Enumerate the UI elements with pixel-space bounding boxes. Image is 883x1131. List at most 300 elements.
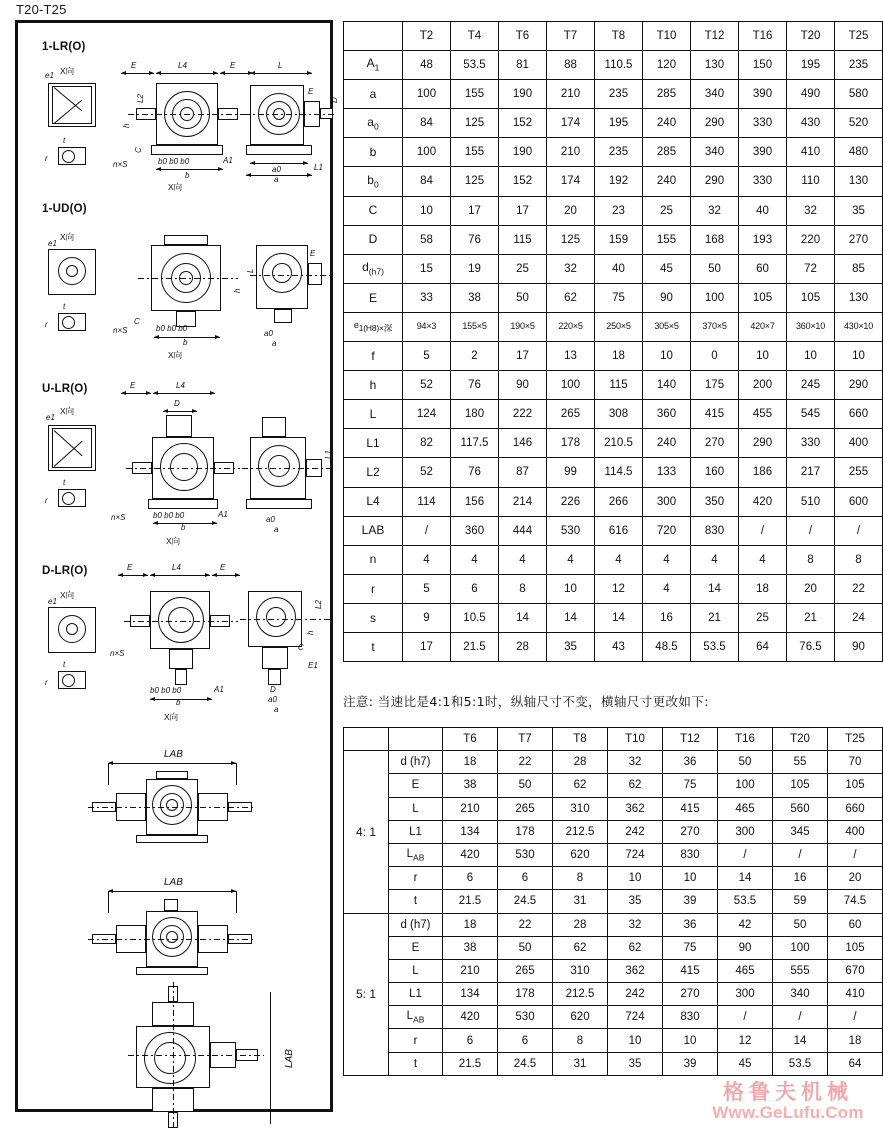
- cell: 340: [691, 138, 739, 167]
- ext-LAB-1-left: [108, 763, 109, 785]
- ratio-cell: 35: [608, 1052, 663, 1075]
- dim-r-3: r: [45, 496, 48, 505]
- ratio-cell: 62: [608, 774, 663, 797]
- ratio-cell: 6: [443, 1029, 498, 1052]
- row-label-l: L: [344, 400, 403, 429]
- dim-label-E-side-2: E: [310, 249, 316, 258]
- cell: 285: [643, 80, 691, 109]
- ratio-cell: 36: [663, 751, 718, 774]
- cell: 50: [499, 283, 547, 312]
- ratio-row-label: r: [389, 1029, 443, 1052]
- drawing-panel: [15, 20, 339, 1112]
- cell: 13: [547, 342, 595, 371]
- cell: 114.5: [595, 458, 643, 487]
- table-row: [344, 545, 883, 574]
- cell: 21.5: [451, 632, 499, 661]
- row-label-e: E: [344, 283, 403, 312]
- ratio-table-row: [344, 867, 883, 890]
- table-row: [344, 487, 883, 516]
- ratio-cell: 38: [443, 936, 498, 959]
- cell: 10.5: [451, 603, 499, 632]
- ratio-cell: 830: [663, 1006, 718, 1029]
- cell: 390: [739, 80, 787, 109]
- cell: 120: [643, 51, 691, 80]
- ratio-cell: 6: [498, 1029, 553, 1052]
- cell: /: [739, 516, 787, 545]
- row-label-t: t: [344, 632, 403, 661]
- cell: 82: [403, 429, 451, 458]
- ratio-row-label: r: [389, 867, 443, 890]
- cell: 150: [739, 51, 787, 80]
- ratio-table-row: [344, 751, 883, 774]
- ratio-table-row: [344, 890, 883, 913]
- cell: 94×3: [403, 312, 451, 341]
- dim-label-a-4: a: [274, 705, 279, 714]
- cell: 53.5: [691, 632, 739, 661]
- ratio-cell: 10: [663, 1029, 718, 1052]
- view-marker-label-2: X向: [60, 232, 75, 242]
- cell: 32: [787, 196, 835, 225]
- ratio-cell: 100: [718, 774, 773, 797]
- cell: 235: [595, 138, 643, 167]
- dim-t: t: [63, 136, 66, 145]
- ratio-cell: 8: [553, 1029, 608, 1052]
- cell: 20: [787, 574, 835, 603]
- table-row: [344, 109, 883, 138]
- ratio-row-label: L: [389, 959, 443, 982]
- flange-mid-4: [168, 607, 194, 633]
- dim-label-h-4: h: [306, 630, 315, 635]
- cell: 35: [547, 632, 595, 661]
- cell: 420×7: [739, 312, 787, 341]
- ratio-cell: 362: [608, 959, 663, 982]
- dim-D-3: [163, 411, 197, 412]
- ratio-cell: 12: [718, 1029, 773, 1052]
- cell: 17: [451, 196, 499, 225]
- cell: 159: [595, 225, 643, 254]
- ratio-cell: 53.5: [773, 1052, 828, 1075]
- cell: 255: [835, 458, 883, 487]
- header-cell-t16: T16: [739, 22, 787, 51]
- dim-label-L1-3: L1: [324, 450, 333, 459]
- cell: 72: [787, 254, 835, 283]
- cell: 43: [595, 632, 643, 661]
- drawing-label-u-lr: U-LR(O): [42, 383, 88, 395]
- cell: 360: [451, 516, 499, 545]
- dim-label-E2-4: E: [220, 563, 226, 572]
- centerline-horizontal-4: [124, 621, 238, 622]
- dim-LAB-1: [108, 763, 236, 764]
- ratio-cell: 45: [718, 1052, 773, 1075]
- dim-L4-3: [153, 393, 215, 394]
- ratio-row-label: E: [389, 774, 443, 797]
- ratio-header-corner-2: [389, 728, 443, 751]
- cell: 190: [499, 80, 547, 109]
- cell: 270: [835, 225, 883, 254]
- cell: 14: [691, 574, 739, 603]
- ratio-cell: 36: [663, 913, 718, 936]
- main-spec-table: [343, 21, 883, 662]
- ratio-cell: 24.5: [498, 890, 553, 913]
- cell: 19: [451, 254, 499, 283]
- ratio-cell: 134: [443, 983, 498, 1006]
- dim-e1-3: e1: [46, 413, 55, 422]
- table-row: [344, 400, 883, 429]
- cell: 64: [739, 632, 787, 661]
- cell: 235: [595, 80, 643, 109]
- cell: 545: [787, 400, 835, 429]
- cell: 21: [787, 603, 835, 632]
- cell: 133: [643, 458, 691, 487]
- cell: 195: [787, 51, 835, 80]
- ratio-header-t12: T12: [663, 728, 718, 751]
- table-row: [344, 516, 883, 545]
- dim-label-b-2: b: [183, 338, 188, 347]
- table-row: [344, 51, 883, 80]
- cell: 250×5: [595, 312, 643, 341]
- dim-label-E2: E: [230, 61, 236, 70]
- cell: 175: [691, 371, 739, 400]
- view-marker-bottom-4: X向: [164, 712, 179, 722]
- dim-r: r: [45, 154, 48, 163]
- cell: 430×10: [835, 312, 883, 341]
- ratio-cell: 14: [718, 867, 773, 890]
- ext-LAB-1-right: [236, 763, 237, 785]
- ratio-cell: 134: [443, 820, 498, 843]
- ratio-table-row: [344, 1029, 883, 1052]
- cell: 22: [835, 574, 883, 603]
- ratio-cell: 42: [718, 913, 773, 936]
- row-label-d: D: [344, 225, 403, 254]
- row-label-a1: $A_1$: [344, 51, 403, 80]
- cell: 14: [547, 603, 595, 632]
- ratio-cell: 6: [443, 867, 498, 890]
- row-label-r: r: [344, 574, 403, 603]
- ratio-cell: 24.5: [498, 1052, 553, 1075]
- ratio-cell: 62: [553, 936, 608, 959]
- ratio-cell: 6: [498, 867, 553, 890]
- cell: 76: [451, 371, 499, 400]
- cell: 155: [451, 80, 499, 109]
- lab1-top-cover: [156, 771, 188, 779]
- cell: 4: [691, 545, 739, 574]
- ratio-cell: /: [718, 1006, 773, 1029]
- keyway-shaft-3: [62, 492, 75, 505]
- ratio-row-label: $L_{AB}$: [389, 843, 443, 866]
- ratio-row-label: $L_{AB}$: [389, 1006, 443, 1029]
- top-cover-2: [164, 235, 208, 245]
- cell: 18: [595, 342, 643, 371]
- header-cell-corner: [344, 22, 403, 51]
- ratio-cell: 465: [718, 959, 773, 982]
- dim-label-a: a: [274, 175, 279, 184]
- ratio-cell: 270: [663, 983, 718, 1006]
- cell: 174: [547, 109, 595, 138]
- cell: 52: [403, 458, 451, 487]
- ratio-row-label: t: [389, 1052, 443, 1075]
- cell: 4: [547, 545, 595, 574]
- cell: 10: [787, 342, 835, 371]
- table-header-row: [344, 22, 883, 51]
- ratio-row-label: L1: [389, 983, 443, 1006]
- dim-label-b-4: b: [176, 698, 181, 707]
- dim-label-h-2: h: [233, 288, 242, 293]
- dim-label-nxs: n×S: [113, 160, 128, 169]
- lab1-base: [136, 835, 208, 843]
- dim-label-a0-3: a0: [266, 515, 275, 524]
- ratio-cell: 10: [608, 1029, 663, 1052]
- ratio-header-t8: T8: [553, 728, 608, 751]
- dim-label-a-3: a: [274, 525, 279, 534]
- cell: 17: [499, 196, 547, 225]
- header-cell-t4: T4: [451, 22, 499, 51]
- cell: 17: [403, 632, 451, 661]
- cell: 830: [691, 516, 739, 545]
- dim-label-E-3: E: [130, 381, 136, 390]
- ratio-cell: /: [828, 1006, 883, 1029]
- ratio-cell: /: [773, 843, 828, 866]
- ratio-cell: 74.5: [828, 890, 883, 913]
- drawing-label-1-lr: 1-LR(O): [42, 41, 86, 53]
- ratio-row-label: E: [389, 936, 443, 959]
- dim-label-A1: A1: [223, 156, 233, 165]
- ratio-cell: 18: [443, 751, 498, 774]
- row-label-c: C: [344, 196, 403, 225]
- cell: 87: [499, 458, 547, 487]
- bottom-output-shaft-side-4: [268, 669, 281, 685]
- cell: 200: [739, 371, 787, 400]
- ratio-cell: 212.5: [553, 820, 608, 843]
- dim-label-h: h: [122, 123, 131, 128]
- dim-a: [246, 175, 312, 176]
- cell: 110.5: [595, 51, 643, 80]
- cell: 190×5: [499, 312, 547, 341]
- cell: 192: [595, 167, 643, 196]
- ratio-cell: 178: [498, 983, 553, 1006]
- ratio-cell: 210: [443, 959, 498, 982]
- cell: 8: [499, 574, 547, 603]
- top-input-housing-3: [166, 415, 192, 437]
- cell: 5: [403, 574, 451, 603]
- cell: 174: [547, 167, 595, 196]
- dim-label-C-2: C: [134, 317, 140, 326]
- dim-label-b-3: b: [181, 523, 186, 532]
- ratio-table-row: [344, 843, 883, 866]
- base-plate-side: [246, 145, 312, 155]
- ratio-table-row: [344, 797, 883, 820]
- dim-b: [156, 169, 223, 170]
- dim-label-L4-4: L4: [172, 563, 181, 572]
- ratio-cell: 830: [663, 843, 718, 866]
- cell: 455: [739, 400, 787, 429]
- row-label-b0: $b_0$: [344, 167, 403, 196]
- ratio-cell: 530: [498, 1006, 553, 1029]
- dim-label-a0-4: a0: [268, 695, 277, 704]
- table-row: [344, 167, 883, 196]
- ratio-cell: /: [718, 843, 773, 866]
- ratio-cell: 105: [828, 936, 883, 959]
- cell: 217: [787, 458, 835, 487]
- cell: 115: [595, 371, 643, 400]
- ratio-cell: 55: [773, 751, 828, 774]
- cell: 616: [595, 516, 643, 545]
- flange-side-mid-4: [266, 607, 286, 627]
- dim-label-E-side: E: [308, 87, 314, 96]
- ratio-header-t16: T16: [718, 728, 773, 751]
- header-cell-t8: T8: [595, 22, 643, 51]
- ratio-cell: 39: [663, 1052, 718, 1075]
- dim-b-4: [150, 699, 212, 700]
- cell: 4: [643, 574, 691, 603]
- ratio-cell: 105: [828, 774, 883, 797]
- cell: 530: [547, 516, 595, 545]
- row-label-l1: L1: [344, 429, 403, 458]
- ratio-cell: 64: [828, 1052, 883, 1075]
- cell: 420: [739, 487, 787, 516]
- cell: 152: [499, 167, 547, 196]
- ext-LAB-2-right: [236, 891, 237, 913]
- cell: 12: [595, 574, 643, 603]
- cell: 130: [835, 283, 883, 312]
- cell: 10: [739, 342, 787, 371]
- cell: 4: [499, 545, 547, 574]
- cell: 52: [403, 371, 451, 400]
- cell: 10: [547, 574, 595, 603]
- cell: 75: [595, 283, 643, 312]
- cell: 266: [595, 487, 643, 516]
- dim-label-L-2: L: [246, 268, 255, 273]
- cell: 58: [403, 225, 451, 254]
- ratio-cell: 400: [828, 820, 883, 843]
- ratio-cell: 60: [828, 913, 883, 936]
- cell: 25: [643, 196, 691, 225]
- header-cell-t7: T7: [547, 22, 595, 51]
- centerline-horizontal-3: [126, 468, 240, 469]
- cell: 160: [691, 458, 739, 487]
- cell: 21: [691, 603, 739, 632]
- dim-L4: [156, 73, 218, 74]
- cell: 290: [691, 109, 739, 138]
- cell: 290: [835, 371, 883, 400]
- cell: 100: [691, 283, 739, 312]
- cell: 60: [739, 254, 787, 283]
- ratio-cell: /: [773, 1006, 828, 1029]
- cell: 110: [787, 167, 835, 196]
- ext-LAB-2-left: [108, 891, 109, 913]
- cell: 14: [499, 603, 547, 632]
- cell: 48: [403, 51, 451, 80]
- table-row: [344, 196, 883, 225]
- ratio-cell: 32: [608, 913, 663, 936]
- dim-label-LAB-1: LAB: [164, 749, 183, 760]
- table-row: [344, 342, 883, 371]
- dim-L4-4: [150, 575, 210, 576]
- dim-LAB-3-line: [270, 992, 271, 1124]
- dim-label-C-4: C: [298, 643, 304, 652]
- cell: 9: [403, 603, 451, 632]
- cell: 195: [595, 109, 643, 138]
- dim-e1: e1: [45, 71, 54, 80]
- cell: 76: [451, 225, 499, 254]
- table-row: [344, 138, 883, 167]
- cell: 152: [499, 109, 547, 138]
- cell: 350: [691, 487, 739, 516]
- cell: 210.5: [595, 429, 643, 458]
- cell: 4: [643, 545, 691, 574]
- bottom-output-side-4: [262, 647, 288, 669]
- cell: 124: [403, 400, 451, 429]
- ratio-cell: 362: [608, 797, 663, 820]
- cell: 105: [739, 283, 787, 312]
- ratio-cell: 345: [773, 820, 828, 843]
- ratio-header-t6: T6: [443, 728, 498, 751]
- cell: 146: [499, 429, 547, 458]
- cell: 210: [547, 138, 595, 167]
- cell: 14: [595, 603, 643, 632]
- row-label-a0: $a_0$: [344, 109, 403, 138]
- cell: 240: [643, 167, 691, 196]
- ratio-cell: 300: [718, 820, 773, 843]
- table-row: [344, 632, 883, 661]
- cell: 10: [403, 196, 451, 225]
- row-label-f: f: [344, 342, 403, 371]
- dim-label-L2-4: L2: [314, 600, 323, 609]
- cell: 125: [451, 167, 499, 196]
- ratio-cell: 28: [553, 913, 608, 936]
- row-label-b: b: [344, 138, 403, 167]
- dim-label-D: D: [330, 97, 339, 103]
- ratio-header-t7: T7: [498, 728, 553, 751]
- cell: 190: [499, 138, 547, 167]
- cell: 235: [835, 51, 883, 80]
- header-cell-t12: T12: [691, 22, 739, 51]
- dim-E-left: [121, 73, 154, 74]
- cell: 4: [739, 545, 787, 574]
- row-label-n: n: [344, 545, 403, 574]
- dim-label-b0-2: b0 b0 b0: [156, 324, 188, 333]
- header-cell-t10: T10: [643, 22, 691, 51]
- ratio-cell: 31: [553, 1052, 608, 1075]
- ratio-cell: 270: [663, 820, 718, 843]
- dim-label-E: E: [131, 61, 137, 70]
- ratio-row-label: t: [389, 890, 443, 913]
- view-marker-bottom-2: X向: [168, 350, 183, 360]
- dim-LAB-2: [108, 891, 236, 892]
- ratio-cell: 31: [553, 890, 608, 913]
- cell: 4: [595, 545, 643, 574]
- cell: 360: [643, 400, 691, 429]
- dim-label-A1-4: A1: [214, 685, 224, 694]
- dim-label-nxs-2: n×S: [113, 326, 128, 335]
- cell: 16: [643, 603, 691, 632]
- cell: 510: [787, 487, 835, 516]
- dim-t-2: t: [63, 302, 66, 311]
- ratio-cell: 100: [773, 936, 828, 959]
- dim-label-nxs-3: n×S: [111, 513, 126, 522]
- cell: 222: [499, 400, 547, 429]
- cell: 76.5: [787, 632, 835, 661]
- cell: 8: [835, 545, 883, 574]
- ratio-header-corner-1: [344, 728, 389, 751]
- cell: 53.5: [451, 51, 499, 80]
- cell: 0: [691, 342, 739, 371]
- cell: 84: [403, 109, 451, 138]
- cell: 360×10: [787, 312, 835, 341]
- cell: 155: [643, 225, 691, 254]
- dim-label-E-4: E: [127, 563, 133, 572]
- header-cell-t6: T6: [499, 22, 547, 51]
- dim-label-D-4: D: [270, 685, 276, 694]
